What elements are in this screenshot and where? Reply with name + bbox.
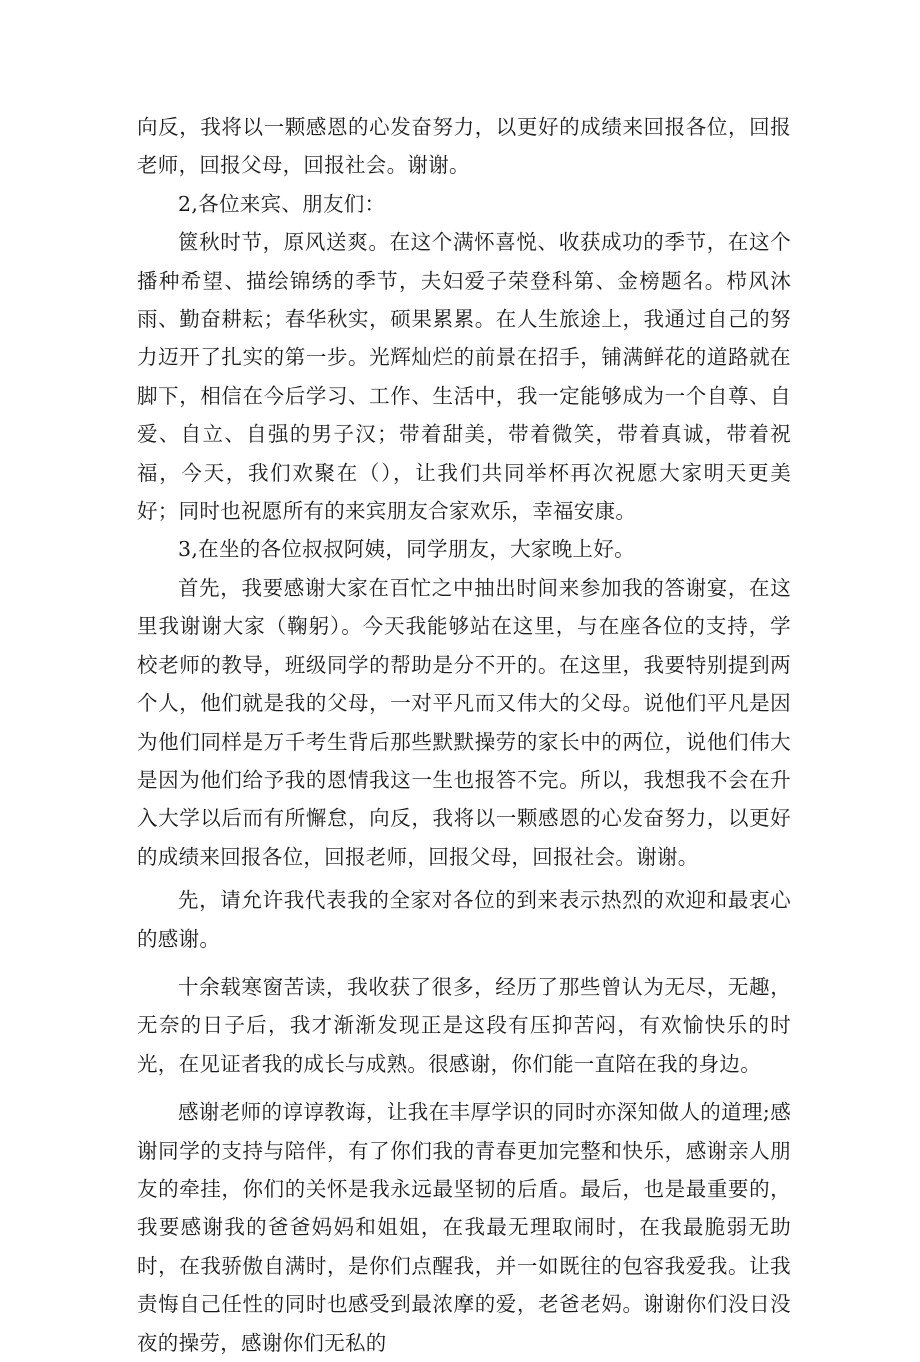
paragraph-body: 十余载寒窗苦读，我收获了很多，经历了那些曾认为无尽，无趣，无奈的日子后，我才渐渐发现正是这段有压抑苦闷，有欢愉快乐的时光，在见证者我的成长与成熟。很感谢，你们能一直陪在我的身边。 bbox=[137, 974, 791, 1076]
paragraph-body: 篋秋时节，原风送爽。在这个满怀喜悦、收获成功的季节，在这个播种希望、描绘锦绣的季节，夫妇爱子荣登科第、金榜题名。栉风沐雨、勤奋耕耘；春华秋实，硕果累累。在人生旅途上，我通过自己的努力迈开了扎实的第一步。光辉灿烂的前景在招手，铺满鲜花的道路就在脚下，相信在今后学习、工作、生活中，我一定能够成为一个自尊、自爱、自立、自强的男子汉；带着甜美，带着微笑，带着真诚，带着祝福，今天，我们欢聚在（），让我们共同举杯再次祝愿大家明天更美好；同时也祝愿所有的来宾朋友合家欢乐，幸福安康。 bbox=[137, 230, 791, 524]
paragraph-body: 先，请允许我代表我的全家对各位的到来表示热烈的欢迎和最衷心的感谢。 bbox=[137, 888, 791, 951]
paragraph-continuation: 向反，我将以一颗感恩的心发奋努力，以更好的成绩来回报各位，回报老师，回报父母，回报社会。谢谢。 bbox=[137, 115, 791, 178]
paragraph-body: 感谢老师的谆谆教诲，让我在丰厚学识的同时亦深知做人的道理;感谢同学的支持与陪伴，有了你们我的青春更加完整和快乐，感谢亲人朋友的牵挂，你们的关怀是我永远最坚韧的后盾。最后，也是最重要的，我要感谢我的爸爸妈妈和姐姐，在我最无理取闹时，在我最脆弱无助时，在我骄傲自满时，是你们点醒我，并一如既往的包容我爱我。让我责悔自己任性的同时也感受到最浓摩的爱，老爸老妈。谢谢你们没日没夜的操劳，感谢你们无私的 bbox=[137, 1100, 791, 1355]
paragraph-heading-3: 3,在坐的各位叔叔阿姨，同学朋友，大家晚上好。 bbox=[178, 537, 635, 562]
paragraph-body: 首先，我要感谢大家在百忙之中抽出时间来参加我的答谢宴，在这里我谢谢大家（鞠躬）。今天我能够站在这里，与在座各位的支持，学校老师的教导，班级同学的帮助是分不开的。在这里，我要特别提到两个人，他们就是我的父母，一对平凡而又伟大的父母。说他们平凡是因为他们同样是万千考生背后那些默默操劳的家长中的两位，说他们伟大是因为他们给予我的恩情我这一生也报答不完。所以，我想我不会在升入大学以后而有所懈怠，向反，我将以一颗感恩的心发奋努力，以更好的成绩来回报各位，回报老师，回报父母，回报社会。谢谢。 bbox=[137, 575, 791, 869]
document-body bbox=[137, 108, 791, 1362]
paragraph-heading-2: 2,各位来宾、朋友们： bbox=[178, 191, 386, 216]
